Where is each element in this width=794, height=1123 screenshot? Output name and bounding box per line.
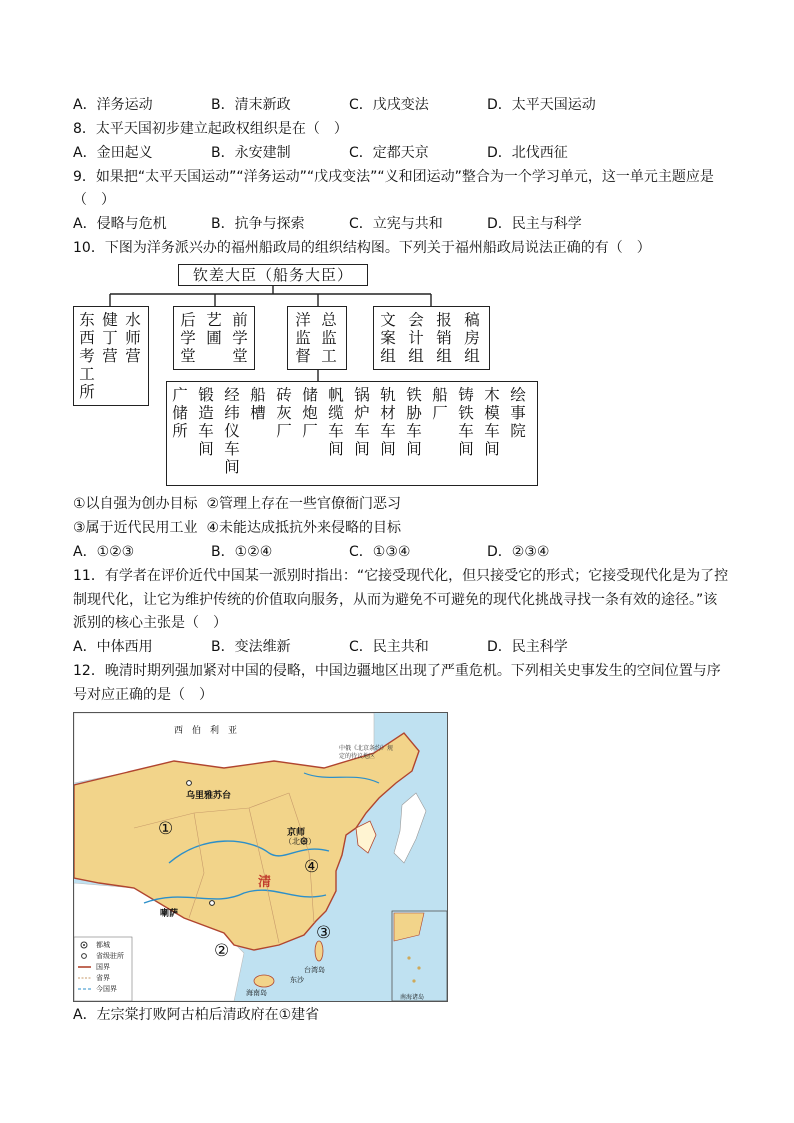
org-col-yangjiandu: 洋监督: [295, 311, 311, 365]
q8-option-d[interactable]: D．北伐西征: [487, 145, 568, 161]
q10-statement-2: ②管理上存在一些官僚衙门恶习: [206, 496, 402, 512]
q11-option-c[interactable]: C．民主共和: [349, 639, 429, 655]
q10-statement-3: ③属于近代民用工业: [73, 520, 198, 536]
workshop-14: 绘事院: [510, 386, 526, 440]
q10-options: [73, 542, 753, 562]
workshop-2: 锻造车间: [198, 386, 214, 458]
map-marker-4: ④: [304, 857, 320, 877]
map-label-treaty-note: 中俄《北京条约》规定的待议地区: [339, 745, 394, 760]
org-col-baoxiao: 报销组: [436, 311, 452, 365]
org-col-gaofang: 稿房组: [464, 311, 480, 365]
q11-stem-line3: 派别的核心主张是（ ）: [73, 615, 227, 631]
org-col-zongjiangong: 总监工: [321, 311, 337, 365]
q10-option-c[interactable]: C．①③④: [349, 544, 411, 560]
q12-option-a[interactable]: A．左宗棠打败阿古柏后清政府在①建省: [73, 1007, 320, 1023]
map-taiwan: [315, 941, 323, 961]
map-marker-3: ③: [316, 923, 332, 943]
workshop-3: 经纬仪车间: [224, 386, 240, 476]
org-group-2: [173, 306, 255, 370]
map-label-hainan: 海南岛: [246, 989, 267, 997]
org-col-qianxuetang: 前学堂: [232, 311, 248, 365]
q12-stem-line2: 号对应正确的是（ ）: [73, 687, 213, 703]
map-label-dongsha: 东沙: [290, 976, 304, 984]
q10-statements-row2: [73, 518, 401, 538]
q11-stem-line1: 11．有学者在评价近代中国某一派别时指出：“它接受现代化，但只接受它的形式；它接受现代化是为了控: [73, 568, 729, 584]
org-top-box: [178, 264, 368, 286]
map-legend-seat: 省级驻所: [96, 952, 124, 960]
workshop-8: 锅炉车间: [354, 386, 370, 458]
q10-option-b[interactable]: B．①②④: [211, 544, 273, 560]
q7-option-d[interactable]: D．太平天国运动: [487, 97, 596, 113]
qing-map: [73, 712, 448, 1002]
map-label-taiwan: 台湾岛: [304, 966, 325, 974]
map-label-beijing: （北京）: [284, 837, 316, 846]
q10-statement-1: ①以自强为创办目标: [73, 496, 198, 512]
map-hainan: [254, 975, 274, 987]
org-col-yipu: 艺圃: [206, 311, 222, 347]
org-group-3: [287, 306, 347, 370]
q10-option-d[interactable]: D．②③④: [487, 544, 550, 560]
q7-option-c[interactable]: C．戊戌变法: [349, 97, 429, 113]
q11-option-a[interactable]: A．中体西用: [73, 639, 153, 655]
map-label-uliastai: 乌里雅苏台: [186, 791, 232, 801]
map-legend-border: 国界: [96, 963, 110, 971]
workshop-13: 木模车间: [484, 386, 500, 458]
map-label-jingshi: 京师: [287, 828, 306, 838]
q8-option-a[interactable]: A．金田起义: [73, 145, 153, 161]
workshop-11: 船厂: [432, 386, 448, 422]
q10-statements-row1: [73, 494, 401, 514]
org-group-1: [73, 306, 149, 406]
workshop-5: 砖灰厂: [276, 386, 292, 440]
org-group-4: [373, 306, 490, 370]
workshop-12: 铸铁车间: [458, 386, 474, 458]
map-legend-province: 省界: [96, 974, 110, 982]
q11-option-b[interactable]: B．变法维新: [211, 639, 291, 655]
q11-options: [73, 637, 753, 657]
q7-option-b[interactable]: B．清末新政: [211, 97, 291, 113]
q12-stem-line1: 12．晚清时期列强加紧对中国的侵略，中国边疆地区出现了严重危机。下列相关史事发生的空间位置与序: [73, 663, 721, 679]
org-top-title: 钦差大臣（船务大臣）: [192, 266, 353, 284]
map-legend-modern-border: 今国界: [96, 985, 117, 993]
map-legend-seat-symbol: [82, 954, 87, 959]
q8-option-c[interactable]: C．定都天京: [349, 145, 429, 161]
q11-option-d[interactable]: D．民主科学: [487, 639, 568, 655]
q9-option-b[interactable]: B．抗争与探索: [211, 216, 305, 232]
q9-stem-continued: （ ）: [73, 192, 115, 208]
workshop-6: 储炮厂: [302, 386, 318, 440]
q9-option-a[interactable]: A．侵略与危机: [73, 216, 167, 232]
q9-option-d[interactable]: D．民主与科学: [487, 216, 582, 232]
org-chart: [0, 0, 794, 500]
q9-stem: 9．如果把“太平天国运动”“洋务运动”“戊戌变法”“义和团运动”整合为一个学习单元，这一单元主题应是: [73, 169, 714, 185]
map-label-siberia: 西 伯 利 亚: [174, 726, 238, 736]
map-marker-2: ②: [214, 941, 230, 961]
map-label-lhasa: 喇萨: [160, 909, 179, 919]
org-col-houxuetang: 后学堂: [180, 311, 196, 365]
map-marker-1: ①: [158, 819, 174, 839]
workshop-1: 广储所: [172, 386, 188, 440]
org-col-jianding: 健丁营: [102, 311, 118, 365]
org-workshops-box: [166, 381, 538, 486]
workshop-9: 轨材车间: [380, 386, 396, 458]
org-col-dongxi: 东西考工所: [79, 311, 95, 401]
q9-option-c[interactable]: C．立宪与共和: [349, 216, 443, 232]
q11-stem-line2: 制现代化，让它为维护传统的价值取向服务，从而为避免不可避免的现代化挑战寻找一条有效的途径。”该: [73, 592, 718, 608]
org-col-wenan: 文案组: [380, 311, 396, 365]
q8-stem: 8．太平天国初步建立起政权组织是在（ ）: [73, 121, 348, 137]
q10-option-a[interactable]: A．①②③: [73, 544, 135, 560]
workshop-4: 船槽: [250, 386, 266, 422]
map-label-nanhai-inset: 南海诸岛: [400, 994, 425, 1001]
q10-statement-4: ④未能达成抵抗外来侵略的目标: [206, 520, 402, 536]
q7-option-a[interactable]: A．洋务运动: [73, 97, 153, 113]
map-label-qing: 清: [258, 875, 272, 890]
map-legend-capital: 都城: [96, 941, 110, 949]
workshop-10: 铁胁车间: [406, 386, 422, 458]
q10-stem: 10．下图为洋务派兴办的福州船政局的组织结构图。下列关于福州船政局说法正确的有（ ）: [73, 240, 651, 256]
org-col-kuaiji: 会计组: [408, 311, 424, 365]
org-col-shuishi: 水师营: [125, 311, 141, 365]
q8-option-b[interactable]: B．永安建制: [211, 145, 291, 161]
workshop-7: 帆缆车间: [328, 386, 344, 458]
